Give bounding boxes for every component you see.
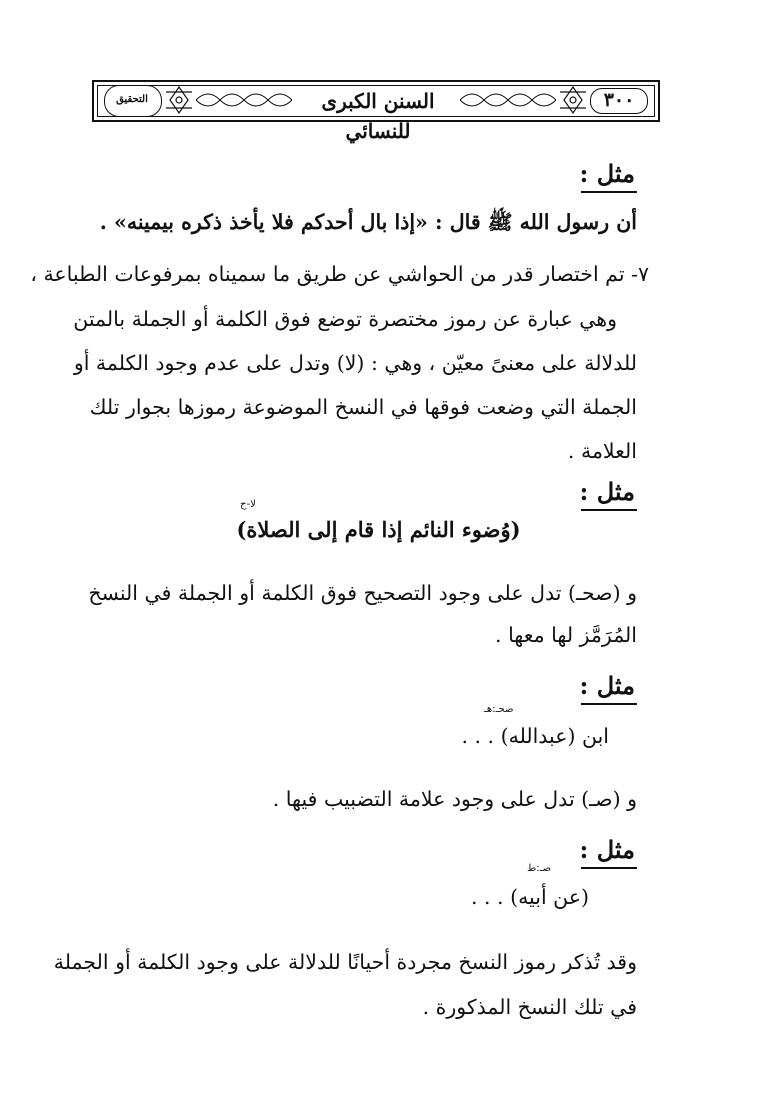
example-2-text: (وُضوء النائم إذا قام إلى الصلاة): [236, 517, 521, 542]
example-2-symbol: لا-ح: [240, 499, 256, 510]
paragraph-7-line-1: ٧- تم اختصار قدر من الحواشي عن طريق ما سميناه بمرفوعات الطباعة ،: [30, 262, 649, 286]
header-ornament-left-icon: [164, 84, 194, 116]
header-ornament-right-icon: [558, 84, 588, 116]
header-ornament-band-right-icon: [460, 84, 556, 116]
example-3-text: ابن (عبدالله) . . .: [461, 724, 609, 748]
paragraph-7-line-4: الجملة التي وضعت فوقها في النسخ الموضوعة رموزها بجوار تلك: [89, 395, 637, 419]
example-4-text: (عن أبيه) . . .: [470, 885, 589, 909]
page-header: [92, 80, 660, 143]
example-label-underline: [581, 867, 637, 869]
example-label-underline: [581, 191, 637, 193]
paragraph-last-line-2: في تلك النسخ المذكورة .: [422, 995, 637, 1019]
example-label: مثل :: [579, 835, 635, 864]
example-3-symbol: صحـ:هـ: [484, 704, 514, 715]
example-label: مثل :: [579, 159, 635, 188]
example-label-underline: [581, 703, 637, 705]
page-number: ٣٠٠: [590, 88, 648, 114]
paragraph-last-line-1: وقد تُذكر رموز النسخ مجردة أحيانًا للدلالة على وجود الكلمة أو الجملة: [53, 950, 637, 974]
paragraph-7-line-2: وهي عبارة عن رموز مختصرة توضع فوق الكلمة أو الجملة بالمتن: [73, 307, 617, 331]
paragraph-7-line-3: للدلالة على معنىً معيّن ، وهي : (لا) وتدل على عدم وجود الكلمة أو: [73, 351, 637, 375]
paragraph-sah-line-2: المُرَمَّز لها معها .: [495, 623, 637, 647]
header-ornament-band-left-icon: [196, 84, 292, 116]
paragraph-sah-line-1: و (صحـ) تدل على وجود التصحيح فوق الكلمة أو الجملة في النسخ: [88, 581, 637, 605]
paragraph-7-line-5: العلامة .: [567, 439, 637, 463]
publisher-emblem-text: التحقيق: [116, 94, 148, 105]
book-title: السنن الكبرى للنسائي: [321, 89, 435, 143]
example-label: مثل :: [579, 671, 635, 700]
paragraph-sad-line: و (صـ) تدل على وجود علامة التضبيب فيها .: [272, 787, 637, 811]
example-label-underline: [581, 509, 637, 511]
example-label: مثل :: [579, 477, 635, 506]
example-4-symbol: صـ:ط: [527, 863, 552, 874]
example-1-text: أن رسول الله ﷺ قال : «إذا بال أحدكم فلا يأخذ ذكره بيمينه» .: [99, 210, 637, 234]
